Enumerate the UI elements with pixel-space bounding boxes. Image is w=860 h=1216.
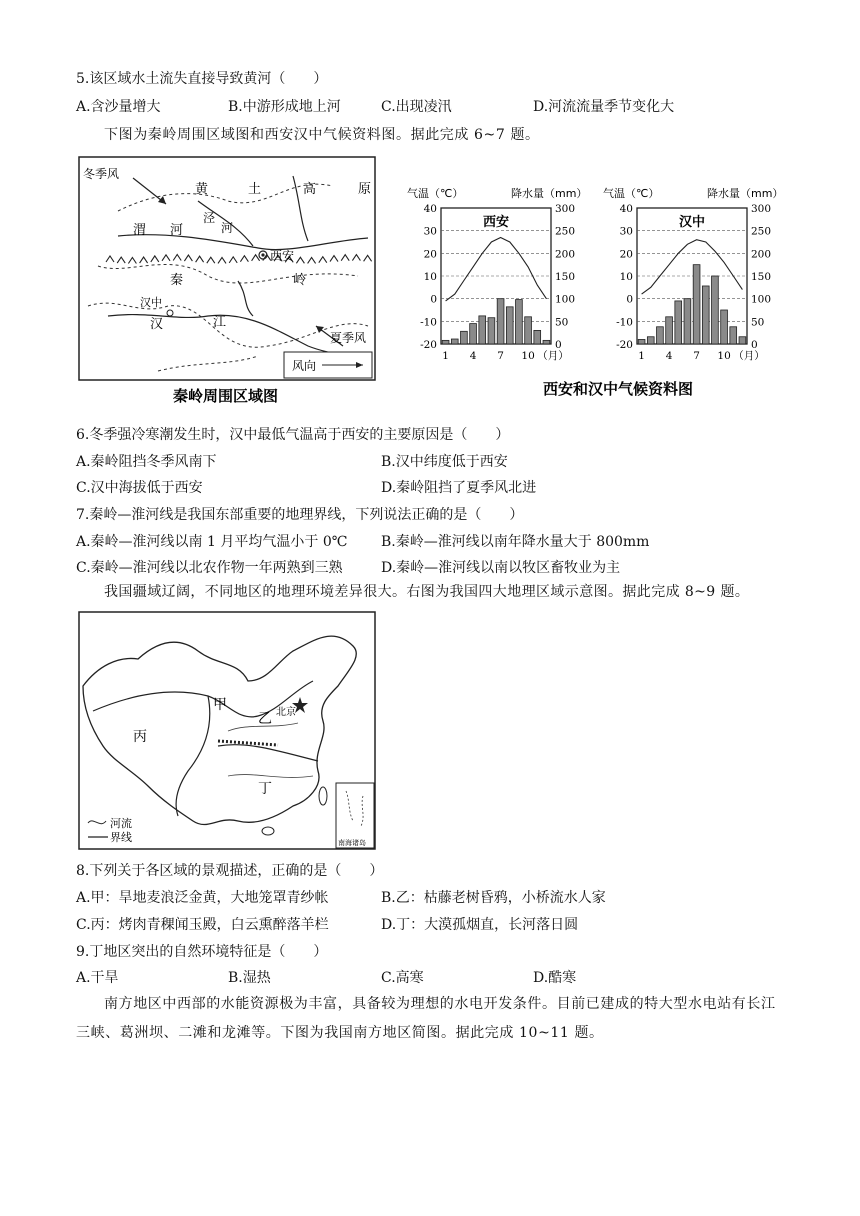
chart-title: 汉中	[678, 215, 706, 230]
month-tick-label: 7	[693, 350, 700, 362]
precip-bar	[470, 324, 477, 344]
month-tick-label: 10	[521, 350, 535, 362]
precip-tick-label: 0	[555, 339, 562, 351]
precip-bar	[684, 299, 691, 344]
precip-bar	[497, 299, 504, 344]
temp-tick-label: -20	[420, 339, 437, 351]
region-ding: 丁	[258, 781, 272, 797]
q7-option-b[interactable]: B.秦岭—淮河线以南年降水量大于 800mm	[381, 534, 650, 550]
intro-6-7: 下图为秦岭周围区域图和西安汉中气候资料图。据此完成 6~7 题。	[104, 127, 540, 143]
label-summer-wind: 夏季风	[330, 331, 367, 345]
label-xian: 西安	[270, 249, 295, 263]
q5-option-d[interactable]: D.河流流量季节变化大	[533, 99, 675, 115]
precip-bar	[712, 276, 719, 344]
label-hanzhong: 汉中	[140, 296, 162, 309]
precip-bar	[647, 337, 654, 344]
precip-tick-label: 100	[751, 293, 772, 306]
q5-option-c[interactable]: C.出现凌汛	[381, 99, 452, 115]
label-jiang: 江	[213, 315, 227, 330]
q6-stem: 6.冬季强冷寒潮发生时，汉中最低气温高于西安的主要原因是（ ）	[76, 427, 510, 443]
precip-tick-label: 0	[751, 339, 758, 351]
q7-stem: 7.秦岭—淮河线是我国东部重要的地理界线，下列说法正确的是（ ）	[76, 507, 524, 523]
q7-option-d[interactable]: D.秦岭—淮河线以南以牧区畜牧业为主	[381, 560, 621, 576]
map1-caption: 秦岭周围区域图	[173, 387, 279, 405]
region-yi: 乙	[258, 711, 272, 727]
precip-bar	[721, 310, 728, 344]
temp-axis-label: 气温（℃）	[603, 187, 660, 200]
legend-border: 界线	[110, 831, 132, 844]
q9-option-b[interactable]: B.湿热	[228, 970, 271, 986]
precip-tick-label: 300	[555, 203, 576, 215]
precip-axis-label: 降水量（mm）	[511, 187, 588, 200]
precip-bar	[666, 317, 673, 344]
q7-option-c[interactable]: C.秦岭—淮河线以北农作物一年两熟到三熟	[76, 560, 343, 576]
precip-bar	[657, 327, 664, 344]
precip-bar	[739, 337, 746, 344]
precip-bar	[525, 317, 532, 344]
inset-label: 南海诸岛	[338, 839, 366, 847]
china-regions-map	[78, 611, 376, 851]
precip-tick-label: 300	[751, 203, 772, 215]
precip-bar	[543, 340, 550, 344]
precip-bar	[479, 316, 486, 344]
temp-axis-label: 气温（℃）	[407, 187, 464, 200]
precip-bar	[534, 330, 541, 344]
label-jing: 泾	[203, 211, 216, 225]
q6-option-c[interactable]: C.汉中海拔低于西安	[76, 480, 203, 496]
precip-bar	[442, 340, 449, 344]
temp-tick-label: 0	[430, 293, 437, 306]
q6-option-a[interactable]: A.秦岭阻挡冬季风南下	[76, 454, 217, 470]
label-winter-wind: 冬季风	[83, 167, 120, 181]
precip-tick-label: 50	[751, 316, 765, 329]
temp-tick-label: 20	[423, 248, 437, 261]
q9-option-a[interactable]: A.干旱	[76, 970, 119, 986]
month-unit-label: （月）	[733, 350, 765, 362]
q6-option-d[interactable]: D.秦岭阻挡了夏季风北进	[381, 480, 537, 496]
precip-bar	[693, 265, 700, 344]
q5-stem: 5.该区域水土流失直接导致黄河（ ）	[76, 71, 328, 87]
temp-tick-label: 40	[619, 203, 633, 215]
q6-option-b[interactable]: B.汉中纬度低于西安	[381, 454, 508, 470]
region-bing: 丙	[133, 729, 147, 745]
month-tick-label: 1	[638, 350, 645, 362]
q5-option-b[interactable]: B.中游形成地上河	[228, 99, 341, 115]
intro-10-11: 南方地区中西部的水能资源极为丰富，具备较为理想的水电开发条件。目前已建成的特大型水电站有长江三峡、葛洲坝、二滩和龙滩等。下图为我国南方地区简图。据此完成 10~11 题。	[76, 996, 776, 1041]
label-gao: 高	[303, 182, 317, 197]
temp-tick-label: 0	[626, 293, 633, 306]
precip-tick-label: 50	[555, 316, 569, 329]
precip-axis-label: 降水量（mm）	[707, 187, 784, 200]
label-he-wei: 河	[170, 223, 184, 238]
temp-tick-label: 10	[423, 271, 437, 283]
temp-tick-label: 30	[423, 225, 437, 238]
q8-option-a[interactable]: A.甲：旱地麦浪泛金黄，大地笼罩青纱帐	[76, 890, 329, 906]
label-huang: 黄	[195, 182, 209, 197]
label-tu: 土	[248, 182, 262, 197]
q7-option-a[interactable]: A.秦岭—淮河线以南 1 月平均气温小于 0℃	[76, 534, 348, 550]
temp-tick-label: -20	[616, 339, 633, 351]
precip-bar	[461, 331, 468, 344]
month-tick-label: 4	[665, 350, 673, 362]
precip-bar	[730, 327, 737, 344]
month-tick-label: 1	[442, 350, 449, 362]
temp-tick-label: -10	[616, 316, 633, 329]
precip-tick-label: 100	[555, 293, 576, 306]
label-wind-legend: 风向	[292, 359, 317, 373]
precip-bar	[638, 339, 645, 344]
q9-option-d[interactable]: D.酷寒	[533, 970, 577, 986]
xian-climate-chart	[407, 186, 587, 362]
label-he: 河	[221, 221, 234, 235]
precip-bar	[451, 339, 458, 344]
hanzhong-climate-chart	[603, 186, 783, 362]
temp-tick-label: 10	[619, 271, 633, 283]
label-wei: 渭	[133, 223, 147, 238]
temp-tick-label: 40	[423, 203, 437, 215]
precip-tick-label: 200	[751, 248, 772, 261]
month-tick-label: 4	[469, 350, 477, 362]
q8-option-d[interactable]: D.丁：大漠孤烟直，长河落日圆	[381, 917, 579, 933]
precip-tick-label: 150	[555, 271, 576, 283]
precip-bar	[506, 307, 513, 344]
month-unit-label: （月）	[537, 350, 569, 362]
month-tick-label: 10	[717, 350, 731, 362]
q8-option-c[interactable]: C.丙：烤肉青稞闻玉殿，白云熏醉落羊栏	[76, 917, 329, 933]
q8-option-b[interactable]: B.乙：枯藤老树昏鸦，小桥流水人家	[381, 890, 606, 906]
intro-8-9: 我国疆域辽阔，不同地区的地理环境差异很大。右图为我国四大地理区域示意图。据此完成 8~9 题。	[104, 584, 750, 600]
precip-tick-label: 250	[751, 225, 772, 238]
label-han: 汉	[150, 317, 164, 332]
precip-bar	[516, 300, 523, 344]
label-qin: 秦	[170, 273, 184, 288]
qinling-region-map	[78, 156, 376, 406]
precip-bar	[675, 301, 682, 344]
q8-stem: 8.下列关于各区域的景观描述，正确的是（ ）	[76, 863, 384, 879]
legend-river: 河流	[110, 817, 132, 830]
label-yuan: 原	[358, 182, 372, 197]
precip-bar	[702, 286, 709, 344]
temp-line	[446, 238, 547, 301]
chart-title: 西安	[482, 215, 510, 230]
q5-option-a[interactable]: A.含沙量增大	[76, 99, 161, 115]
region-jia: 甲	[213, 697, 227, 713]
temp-tick-label: -10	[420, 316, 437, 329]
q9-stem: 9.丁地区突出的自然环境特征是（ ）	[76, 944, 328, 960]
precip-tick-label: 150	[751, 271, 772, 283]
temp-line	[642, 240, 743, 294]
label-beijing: 北京	[276, 707, 296, 718]
precip-tick-label: 250	[555, 225, 576, 238]
precip-tick-label: 200	[555, 248, 576, 261]
precip-bar	[488, 318, 495, 344]
climate-caption: 西安和汉中气候资料图	[543, 380, 694, 398]
label-ling: 岭	[293, 273, 307, 288]
month-tick-label: 7	[497, 350, 504, 362]
temp-tick-label: 30	[619, 225, 633, 238]
temp-tick-label: 20	[619, 248, 633, 261]
q9-option-c[interactable]: C.高寒	[381, 970, 424, 986]
climate-charts	[405, 182, 790, 404]
